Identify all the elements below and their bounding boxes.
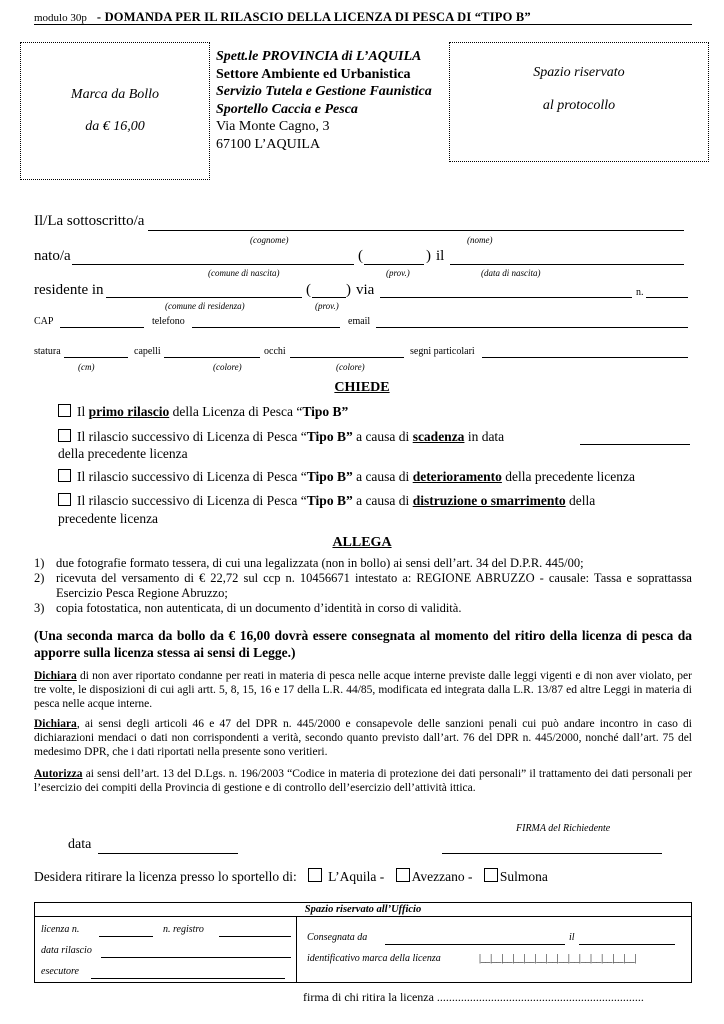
address-line-6: 67100 L’AQUILA	[216, 136, 321, 152]
caption-cm: (cm)	[78, 362, 95, 372]
checkbox-deterioramento[interactable]	[58, 469, 71, 482]
request-option-3[interactable]	[58, 469, 635, 485]
protocol-box	[449, 42, 709, 162]
paren-close-2: )	[346, 282, 351, 298]
office-licenza-label: licenza n.	[41, 924, 80, 935]
opt3-mid: a causa di	[352, 469, 413, 484]
declaration-label: Autorizza	[34, 768, 83, 780]
protocol-line-2: al protocollo	[542, 98, 616, 113]
email-label: email	[348, 316, 371, 327]
item-number: 2)	[34, 571, 45, 585]
office-title: Spazio riservato all’Ufficio	[35, 903, 691, 917]
pickup-laquila: L’Aquila -	[328, 869, 385, 884]
opt3-bold: deterioramento	[412, 469, 502, 484]
office-identificativo-label: identificativo marca della licenza	[307, 953, 441, 964]
page-title: - DOMANDA PER IL RILASCIO DELLA LICENZA DI PESCA DI “TIPO B”	[96, 10, 531, 24]
il-label: il	[436, 248, 445, 264]
opt1-pre: Il	[77, 404, 89, 419]
item-number: 1)	[34, 556, 45, 570]
marks-field[interactable]	[482, 357, 688, 358]
list-item	[34, 601, 692, 616]
opt2-cont: della precedente licenza	[58, 446, 188, 461]
office-registro-label: n. registro	[163, 924, 204, 935]
firma-ritiro: firma di chi ritira la licenza .....................................................................	[303, 990, 644, 1004]
registro-field[interactable]	[219, 936, 291, 937]
opt2-tipo: Tipo B”	[306, 429, 353, 444]
caption-cognome: (cognome)	[250, 235, 289, 245]
data-rilascio-field[interactable]	[101, 957, 291, 958]
chiede-heading: CHIEDE	[334, 380, 390, 395]
paren-close: )	[426, 248, 431, 264]
office-il-label: il	[569, 932, 575, 943]
opt2-post: in data	[464, 429, 505, 444]
sottoscritto-label: Il/La sottoscritto/a	[34, 213, 145, 229]
caption-comune-residenza: (comune di residenza)	[165, 301, 245, 311]
opt4-bold: distruzione o smarrimento	[412, 493, 566, 508]
caption-colore-1: (colore)	[213, 362, 242, 372]
residente-label: residente in	[34, 282, 104, 298]
checkbox-distruzione[interactable]	[58, 493, 71, 506]
paren-open: (	[358, 248, 363, 264]
stamp-box	[20, 42, 210, 180]
capelli-label: capelli	[134, 346, 161, 357]
address-line-2: Settore Ambiente ed Urbanistica	[216, 66, 411, 82]
header	[34, 8, 692, 25]
declaration-label: Dichiara	[34, 718, 77, 730]
declaration-label: Dichiara	[34, 670, 77, 682]
number-field[interactable]	[646, 297, 688, 298]
opt4-mid: a causa di	[352, 493, 413, 508]
list-item	[34, 556, 692, 571]
opt3-post: della precedente licenza	[501, 469, 635, 484]
residence-province-field[interactable]	[312, 297, 346, 298]
birthplace-field[interactable]	[72, 264, 354, 265]
residence-field[interactable]	[106, 297, 302, 298]
address-line-5: Via Monte Cagno, 3	[216, 119, 330, 134]
office-consegnata-label: Consegnata da	[307, 932, 368, 943]
pickup-row	[34, 868, 548, 885]
caption-colore-2: (colore)	[336, 362, 365, 372]
item-text: ricevuta del versamento di € 22,72 sul ccp n. 10456671 intestato a: REGIONE ABRUZZO - causale: Tassa e soprattassa Esercizio Pesca Regione Abruzzo;	[56, 571, 692, 600]
address-line-1: Spett.le PROVINCIA di L’AQUILA	[216, 49, 422, 64]
office-esecutore-label: esecutore	[41, 966, 79, 977]
caption-prov: (prov.)	[386, 268, 410, 278]
opt1-tipo: Tipo B”	[302, 404, 349, 419]
declaration-text: , ai sensi degli articoli 46 e 47 del DPR n. 445/2000 e consapevole delle sanzioni penali cui può andare incontro in caso di dichiarazioni mendaci o dati non corrispondenti a verità, secondo quanto previsto dall’art. 76 del DPR n. 445/2000, nonché dall’art. 75 del medesimo DPR, che i dati riportati nella presente sono veritieri.	[34, 718, 692, 758]
scadenza-date-field[interactable]	[580, 444, 690, 445]
nato-label: nato/a	[34, 248, 71, 264]
checkbox-laquila[interactable]	[308, 868, 322, 882]
statura-label: statura	[34, 346, 61, 357]
paren-open-2: (	[306, 282, 311, 298]
consegnata-field[interactable]	[385, 944, 565, 945]
caption-prov-2: (prov.)	[315, 301, 339, 311]
stamp-line-1: Marca da Bollo	[70, 87, 160, 102]
stamp-line-2: da € 16,00	[85, 119, 145, 134]
esecutore-field[interactable]	[91, 978, 285, 979]
notice-second-stamp: (Una seconda marca da bollo da € 16,00 dovrà essere consegnata al momento del ritiro della licenza di pesca da apporre sulla licenza stessa ai sensi di Legge.)	[34, 628, 692, 660]
allega-heading: ALLEGA	[332, 535, 392, 550]
caption-comune-nascita: (comune di nascita)	[208, 268, 280, 278]
segni-label: segni particolari	[410, 346, 475, 357]
address-line-3: Servizio Tutela e Gestione Faunistica	[216, 84, 432, 99]
office-table	[34, 902, 692, 983]
request-option-1[interactable]	[58, 404, 348, 420]
name-field[interactable]	[148, 230, 684, 231]
phone-field[interactable]	[192, 327, 340, 328]
opt4-post: della	[565, 493, 596, 508]
eyes-field[interactable]	[290, 357, 404, 358]
declaration-1	[34, 669, 692, 711]
request-option-4[interactable]	[58, 493, 692, 509]
pickup-avezzano: Avezzano -	[411, 869, 473, 884]
opt2-bold: scadenza	[412, 429, 465, 444]
address-line-4: Sportello Caccia e Pesca	[216, 101, 358, 117]
item-number: 3)	[34, 601, 45, 615]
telefono-label: telefono	[152, 316, 185, 327]
request-option-2[interactable]	[58, 429, 504, 445]
declaration-text: di non aver riportato condanne per reati in materia di pesca nelle acque interne previste dalle leggi vigenti e di non aver violato, per tre volte, le disposizioni di cui agli artt. 5, 8, 15, 16 e 17 della L.R. 44/85, modificata ed integrata dalla L.R. 13/87 ed altre Leggi in materia di pesca nelle acque interne.	[34, 670, 692, 710]
caption-data-nascita: (data di nascita)	[481, 268, 541, 278]
pickup-sulmona: Sulmona	[499, 869, 548, 884]
opt3-pre: Il rilascio successivo di Licenza di Pesca “	[77, 469, 307, 484]
height-field[interactable]	[64, 357, 128, 358]
licenza-number-field[interactable]	[99, 936, 153, 937]
opt2-pre: Il rilascio successivo di Licenza di Pesca “	[77, 429, 307, 444]
checkbox-primo-rilascio[interactable]	[58, 404, 71, 417]
opt1-post: della Licenza di Pesca “	[169, 404, 303, 419]
birth-province-field[interactable]	[364, 264, 424, 265]
firma-label: FIRMA del Richiedente	[516, 823, 611, 834]
data-label: data	[68, 837, 92, 852]
street-field[interactable]	[380, 297, 632, 298]
cap-label: CAP	[34, 316, 54, 327]
checkbox-sulmona[interactable]	[484, 868, 498, 882]
pickup-text: Desidera ritirare la licenza presso lo sportello di:	[34, 869, 297, 884]
email-field[interactable]	[376, 327, 688, 328]
office-data-rilascio-label: data rilascio	[41, 945, 92, 956]
declaration-2	[34, 717, 692, 759]
marca-id-boxes[interactable]: |__|__|__|__|__|__|__|__|__|__|__|__|__|__|	[479, 953, 637, 964]
item-text: due fotografie formato tessera, di cui una legalizzata (non in bollo) ai sensi dell’art. 34 del D.P.R. 445/00;	[56, 556, 584, 570]
protocol-line-1: Spazio riservato	[533, 65, 625, 80]
office-divider	[296, 917, 297, 983]
hair-field[interactable]	[164, 357, 260, 358]
date-field[interactable]	[98, 853, 238, 854]
module-code: modulo 30p	[34, 12, 87, 24]
consegnata-date-field[interactable]	[579, 944, 675, 945]
opt4-tipo: Tipo B”	[306, 493, 353, 508]
opt4-cont: precedente licenza	[58, 511, 159, 526]
attachments-list	[34, 556, 692, 616]
list-item	[34, 571, 692, 601]
opt4-pre: Il rilascio successivo di Licenza di Pesca “	[77, 493, 307, 508]
declaration-3	[34, 767, 692, 795]
via-label: via	[356, 282, 375, 298]
birthdate-field[interactable]	[450, 264, 684, 265]
checkbox-avezzano[interactable]	[396, 868, 410, 882]
declaration-text: ai sensi dell’art. 13 del D.Lgs. n. 196/2003 “Codice in materia di protezione dei dati personali” il trattamento dei dati personali per l’esercizio dei compiti della Provincia di gestione e di controllo dell’esercizio dell’attività ittica.	[34, 768, 692, 794]
checkbox-scadenza[interactable]	[58, 429, 71, 442]
cap-field[interactable]	[60, 327, 144, 328]
occhi-label: occhi	[264, 346, 286, 357]
item-text: copia fotostatica, non autenticata, di un documento d’identità in corso di validità.	[56, 601, 462, 615]
caption-nome: (nome)	[467, 235, 493, 245]
signature-field[interactable]	[442, 853, 662, 854]
recipient-address	[216, 48, 432, 153]
opt2-mid: a causa di	[352, 429, 413, 444]
number-label: n.	[636, 287, 644, 298]
opt3-tipo: Tipo B”	[306, 469, 353, 484]
opt1-bold: primo rilascio	[88, 404, 170, 419]
